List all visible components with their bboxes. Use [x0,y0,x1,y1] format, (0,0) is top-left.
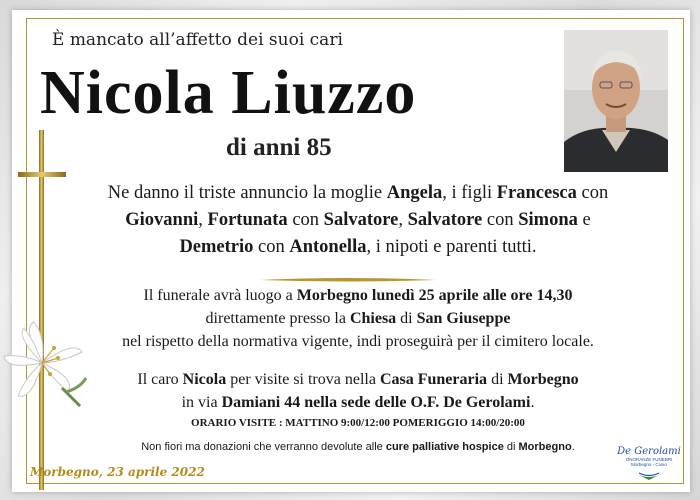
intro-text: È mancato all’affetto dei suoi cari [52,30,343,50]
deceased-name: Nicola Liuzzo [40,59,417,127]
logo-mark [629,468,669,482]
lily-icon [2,318,92,412]
logo-location: Morbegno - Cosio [631,462,667,467]
visit-hours: ORARIO VISITE : MATTINO 9:00/12:00 POMERIGGIO 14:00/20:00 [191,417,525,429]
donation-note: Non fiori ma donazioni che verranno devolute alle cure palliative hospice di Morbegno. [141,441,575,453]
visit-info: Il caro Nicola per visite si trova nella Casa Funeraria di Morbegno in via Damiani 44 nella sede delle O.F. De Gerolami. [137,371,579,411]
notice-date: Morbegno, 23 aprile 2022 [30,465,205,479]
deceased-age: di anni 85 [226,134,332,161]
funeral-info: Il funerale avrà luogo a Morbegno lunedì 25 aprile alle ore 14,30 direttamente presso la Chiesa di San Giuseppe nel rispetto della normativa vigente, indi proseguirà per il cimitero locale. [122,287,594,350]
funeral-home-logo [612,446,686,490]
logo-name: De Gerolami [617,446,681,457]
family-announcement: Ne danno il triste annuncio la moglie Angela, i figli Francesca con Giovanni, Fortunata con Salvatore, Salvatore con Simona e Demetrio con Antonella, i nipoti e parenti tutti. [107,183,609,257]
gold-divider [260,268,436,274]
logo-subtitle: ONORANZE FUNEBRI [625,457,673,462]
portrait-photo [564,30,668,172]
